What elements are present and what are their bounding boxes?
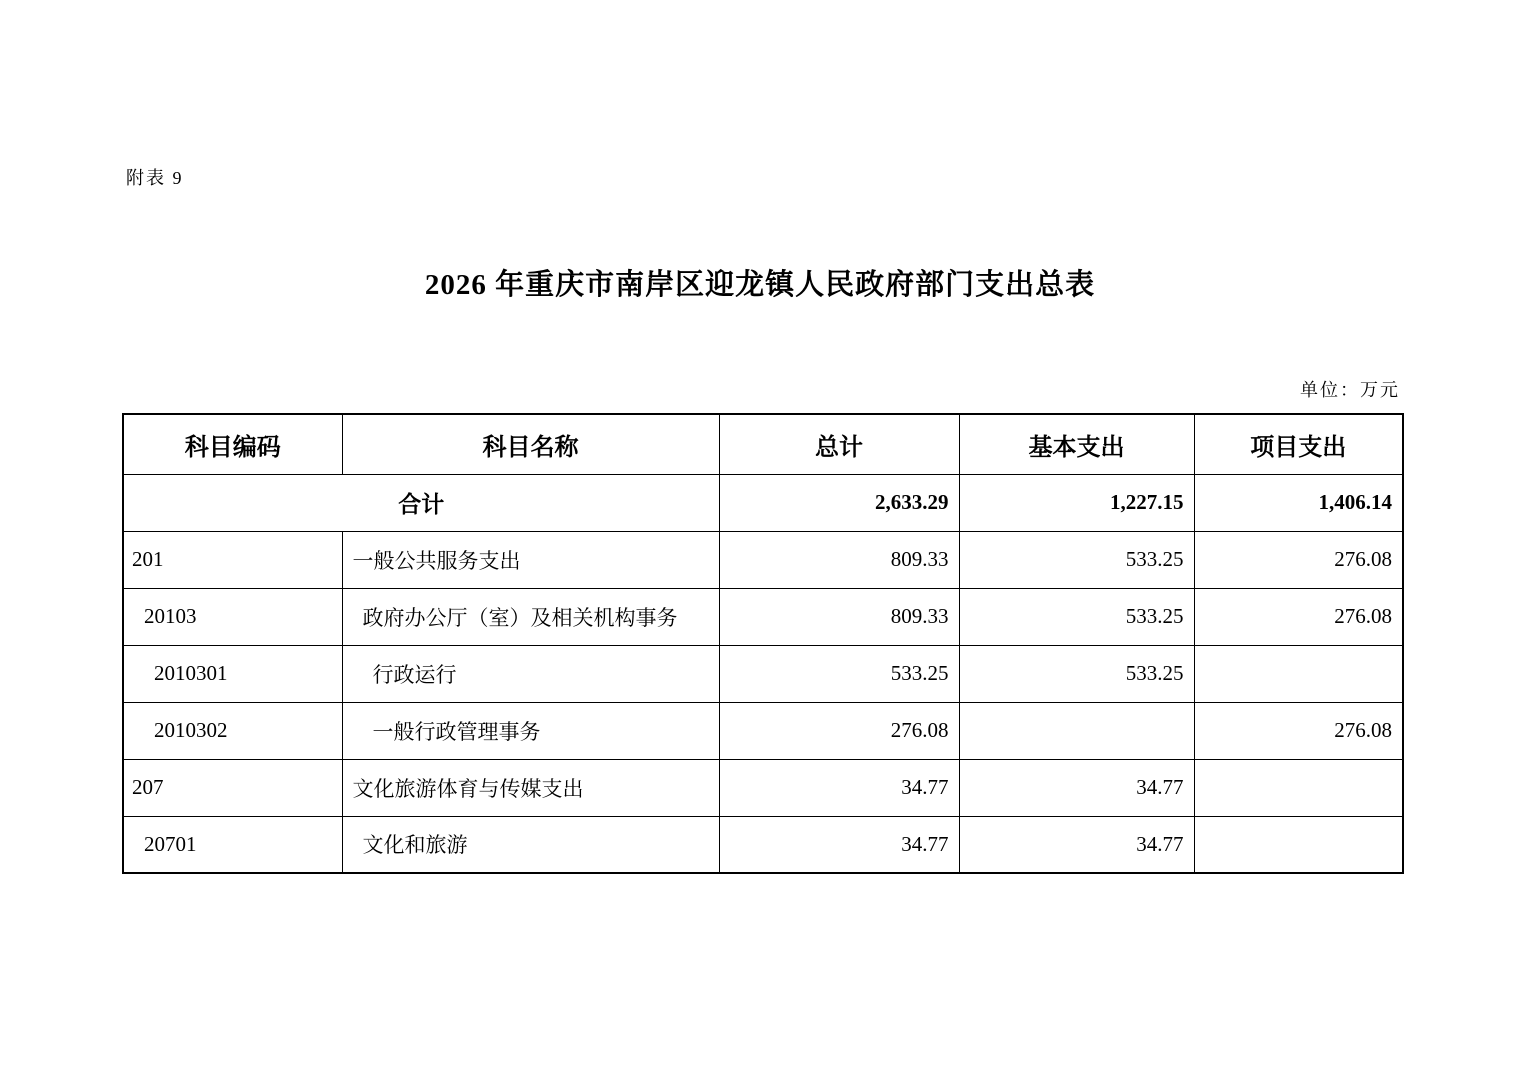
subject-code: 20103	[123, 588, 342, 645]
table-row	[123, 816, 1403, 873]
subject-code: 201	[123, 531, 342, 588]
total-value: 34.77	[719, 816, 959, 873]
basic-value: 533.25	[959, 588, 1194, 645]
project-value	[1194, 759, 1403, 816]
subject-name: 文化旅游体育与传媒支出	[342, 759, 719, 816]
expenditure-table	[122, 413, 1404, 874]
unit-label: 单位：万元	[1300, 380, 1400, 400]
total-value: 533.25	[719, 645, 959, 702]
col-header-total: 总计	[719, 414, 959, 474]
table-row	[123, 588, 1403, 645]
header-row	[123, 414, 1403, 474]
total-row	[123, 474, 1403, 531]
col-header-project-expenditure: 项目支出	[1194, 414, 1403, 474]
appendix-label: 附表 9	[126, 168, 184, 188]
total-value: 276.08	[719, 702, 959, 759]
total-row-project-value: 1,406.14	[1194, 474, 1403, 531]
subject-code: 2010301	[123, 645, 342, 702]
basic-value	[959, 702, 1194, 759]
subject-name: 政府办公厅（室）及相关机构事务	[342, 588, 719, 645]
subject-name: 一般行政管理事务	[342, 702, 719, 759]
project-value: 276.08	[1194, 531, 1403, 588]
col-header-basic-expenditure: 基本支出	[959, 414, 1194, 474]
total-row-total-value: 2,633.29	[719, 474, 959, 531]
total-value: 809.33	[719, 588, 959, 645]
total-row-label: 合计	[123, 474, 719, 531]
table-row	[123, 759, 1403, 816]
project-value	[1194, 645, 1403, 702]
basic-value: 533.25	[959, 645, 1194, 702]
subject-name: 一般公共服务支出	[342, 531, 719, 588]
table-row	[123, 702, 1403, 759]
subject-name: 行政运行	[342, 645, 719, 702]
col-header-subject-code: 科目编码	[123, 414, 342, 474]
col-header-subject-name: 科目名称	[342, 414, 719, 474]
project-value: 276.08	[1194, 702, 1403, 759]
project-value	[1194, 816, 1403, 873]
subject-code: 20701	[123, 816, 342, 873]
subject-code: 207	[123, 759, 342, 816]
basic-value: 34.77	[959, 816, 1194, 873]
total-value: 34.77	[719, 759, 959, 816]
subject-name: 文化和旅游	[342, 816, 719, 873]
basic-value: 533.25	[959, 531, 1194, 588]
page-title: 2026 年重庆市南岸区迎龙镇人民政府部门支出总表	[424, 269, 1096, 301]
table-row	[123, 531, 1403, 588]
basic-value: 34.77	[959, 759, 1194, 816]
total-row-basic-value: 1,227.15	[959, 474, 1194, 531]
total-value: 809.33	[719, 531, 959, 588]
subject-code: 2010302	[123, 702, 342, 759]
table-row	[123, 645, 1403, 702]
project-value: 276.08	[1194, 588, 1403, 645]
